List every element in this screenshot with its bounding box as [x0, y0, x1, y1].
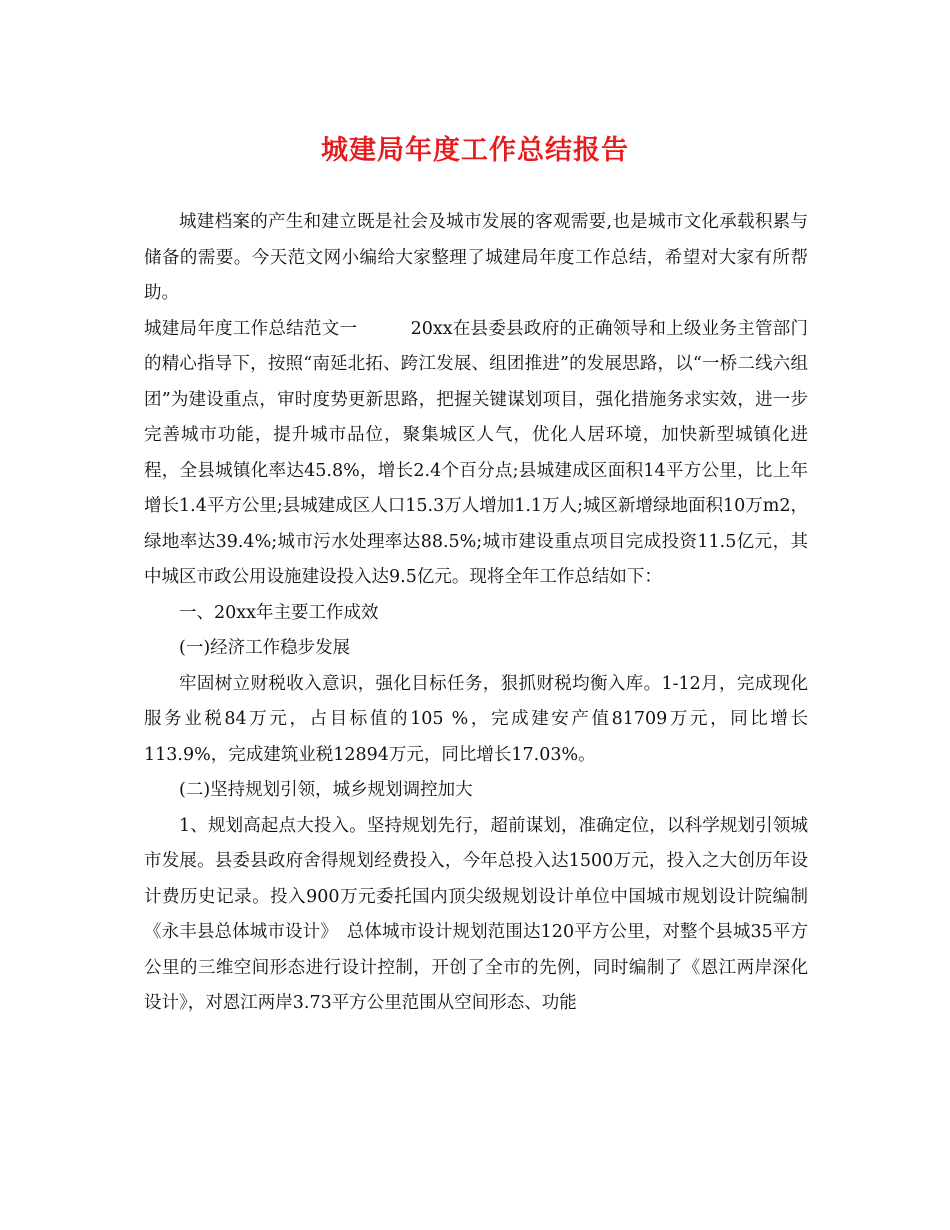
subsection-heading: (二)坚持规划引领，城乡规划调控加大: [179, 780, 473, 800]
document-title: 城建局年度工作总结报告: [321, 135, 629, 166]
subsection-heading: (一)经济工作稳步发展: [179, 638, 351, 658]
document-body: [144, 205, 808, 1022]
section-heading: 一、20xx年主要工作成效: [179, 602, 379, 623]
sample-paragraph: 城建局年度工作总结范文一 20xx在县委县政府的正确领导和上级业务主管部门的精心指导下，按照“南延北拓、跨江发展、组团推进”的发展思路，以“一桥二线六组团”为建设重点，审时度势更新思路，把握关键谋划项目，强化措施务求实效，进一步完善城市功能，提升城市品位，聚集城区人气，优化人居环境，加快新型城镇化进程，全县城镇化率达45.8%，增长2.4个百分点;县城建成区面积14平方公里，比上年增长1.4平方公里;县城建成区人口15.3万人增加1.1万人;城区新增绿地面积10万m2，绿地率达39.4%;城市污水处理率达88.5%;城市建设重点项目完成投资11.5亿元，其中城区市政公用设施建设投入达9.5亿元。现将全年工作总结如下：: [144, 318, 808, 587]
item-paragraph: 1、规划高起点大投入。坚持规划先行，超前谋划，准确定位，以科学规划引领城市发展。县委县政府舍得规划经费投入，今年总投入达1500万元，投入之大创历年设计费历史记录。投入900万元委托国内顶尖级规划设计单位中国城市规划设计院编制《永丰县总体城市设计》 总体城市设计规划范围达120平方公里，对整个县城35平方公里的三维空间形态进行设计控制，开创了全市的先例，同时编制了《恩江两岸深化设计》，对恩江两岸3.73平方公里范围从空间形态、功能: [144, 815, 808, 1013]
intro-paragraph: 城建档案的产生和建立既是社会及城市发展的客观需要,也是城市文化承载积累与储备的需要。今天范文网小编给大家整理了城建局年度工作总结，希望对大家有所帮助。: [144, 212, 808, 303]
subsection-paragraph: 牢固树立财税收入意识，强化目标任务，狠抓财税均衡入库。1-12月，完成现化服务业税84万元，占目标值的105 %，完成建安产值81709万元，同比增长113.9%，完成建筑业税12894万元，同比增长17.03%。: [144, 673, 808, 765]
